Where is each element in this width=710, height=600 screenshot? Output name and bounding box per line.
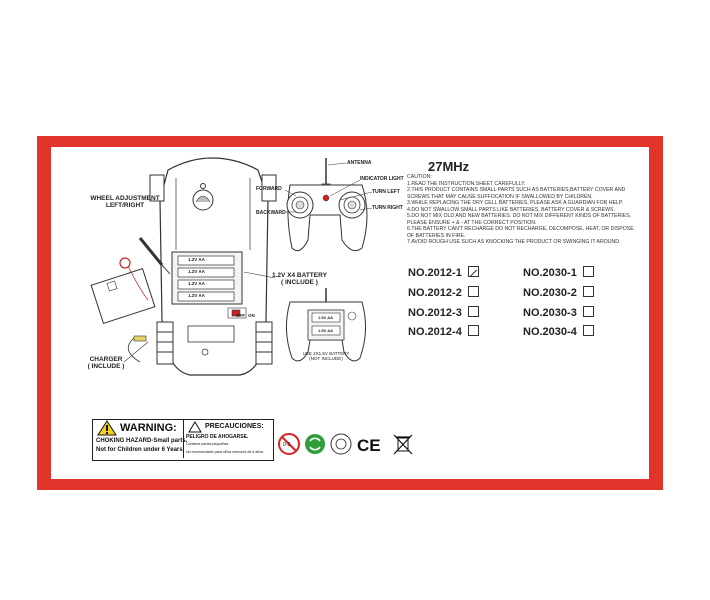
warning-line-2: Not for Children under 6 Years.	[96, 447, 185, 453]
turn-left-label: TURN LEFT	[372, 189, 400, 195]
remote-cell-label-1: 1.5V AA	[318, 315, 333, 320]
model-checkbox[interactable]	[468, 306, 479, 317]
model-checkbox[interactable]	[583, 306, 594, 317]
forward-label: FORWARD	[256, 186, 282, 192]
certification-icons	[277, 432, 422, 458]
caution-line: 7.AVOID ROUGH USE SUCH AS KNOCKING THE PRODUCT OR SWINGING IT AROUND.	[407, 239, 621, 245]
model-option[interactable]: NO.2012-3	[408, 306, 479, 319]
model-option[interactable]: NO.2012-2	[408, 286, 479, 299]
model-option[interactable]: NO.2030-3	[523, 306, 594, 319]
svg-text:0-3: 0-3	[283, 442, 291, 448]
switch-off-label: OFF	[236, 313, 245, 318]
caution-line: 2.THIS PRODUCT CONTAINS SMALL PARTS SUCH AS BATTERIES,BATTERY COVER AND	[407, 187, 626, 193]
model-checkbox[interactable]	[468, 266, 479, 277]
warning-line-1: CHOKING HAZARD-Small parts.	[96, 438, 188, 444]
recycling-seal-icon	[331, 434, 351, 454]
caution-line: 5.DO NOT MIX OLD AND NEW BATTERIES. DO NOT MIX DIFFERENT KINDS OF BATTERIES,	[407, 213, 632, 219]
cell-label-1: 1.2V AA	[188, 257, 205, 262]
no-small-children-icon	[279, 434, 299, 454]
charger-label: CHARGER ( INCLUDE )	[87, 356, 125, 370]
cell-label-4: 1.2V AA	[188, 293, 205, 298]
frequency-label: 27MHz	[428, 159, 470, 174]
wheel-adjustment-label: WHEEL ADJUSTMENT LEFT/RIGHT	[90, 195, 160, 209]
caution-line: 4.DO NOT SWALLOW SMALL PARTS LIKE BATTERIES, BATTERY COVER & SCREWS.	[407, 206, 615, 213]
turn-right-label: TURN RIGHT	[372, 205, 403, 211]
model-checkbox[interactable]	[468, 286, 479, 297]
precaution-line-3: No recomendado para niños menores de 6 años.	[186, 450, 265, 454]
precaution-title: PRECAUCIONES:	[205, 423, 264, 430]
battery-include-label: 1.2V X4 BATTERY ( INCLUDE )	[272, 272, 327, 286]
remote-battery-note: USE 2X1.5V BATTERY (NOT INCLUDE)	[302, 351, 350, 361]
model-option[interactable]: NO.2030-1	[523, 266, 594, 279]
antenna-label: ANTENNA	[347, 160, 372, 166]
recycle-icon	[305, 434, 325, 454]
caution-line: SCREWS THAT MAY CAUSE SUFFOCATION IF SWALLOWED BY CHILDREN.	[407, 193, 593, 200]
precaution-line-2: Contiene partes pequeñas.	[186, 442, 230, 446]
weee-bin-icon	[394, 435, 412, 454]
caution-line: PLEASE ENSURE + & - AT THE CORRECT POSITION.	[407, 219, 537, 226]
cell-label-3: 1.2V AA	[188, 281, 205, 286]
warning-triangle-icon	[97, 420, 117, 436]
model-option[interactable]: NO.2012-1	[408, 266, 479, 279]
model-checkbox[interactable]	[583, 286, 594, 297]
precaution-triangle-icon	[188, 421, 202, 433]
warning-title: WARNING:	[120, 422, 177, 434]
model-checkbox[interactable]	[468, 325, 479, 336]
model-option[interactable]: NO.2012-4	[408, 325, 479, 338]
remote-cell-label-2: 1.5V AA	[318, 328, 333, 333]
model-checkbox[interactable]	[583, 325, 594, 336]
caution-line: 3.WHILE REPLACING THE DRY CELL BATTERIES, PLEASE ASK A GUARDIAN FOR HELP.	[407, 200, 624, 206]
model-option[interactable]: NO.2030-2	[523, 286, 594, 299]
ce-mark-icon	[357, 436, 381, 455]
caution-line: 6.THE BATTERY CAN'T RECHARGE DO NOT RECHARGE, DECOMPOSE, HEAT, OR DISPOSE	[407, 226, 634, 232]
caution-text	[407, 174, 637, 246]
backward-label: BACKWARD	[256, 210, 286, 216]
switch-on-label: ON	[248, 313, 255, 318]
caution-title: CAUTION:	[407, 174, 432, 180]
indicator-light-label: INDICATOR LIGHT	[360, 176, 404, 182]
caution-line: 1.READ THE INSTRUCTION SHEET CAREFULLY.	[407, 180, 526, 187]
model-option[interactable]: NO.2030-4	[523, 325, 594, 338]
precaution-line-1: PELIGRO DE AHOGARSE.	[186, 434, 249, 440]
caution-line: OF BATTERIES IN FIRE.	[407, 232, 466, 239]
model-checkbox[interactable]	[583, 266, 594, 277]
cell-label-2: 1.2V AA	[188, 269, 205, 274]
svg-text:CE: CE	[357, 436, 381, 455]
